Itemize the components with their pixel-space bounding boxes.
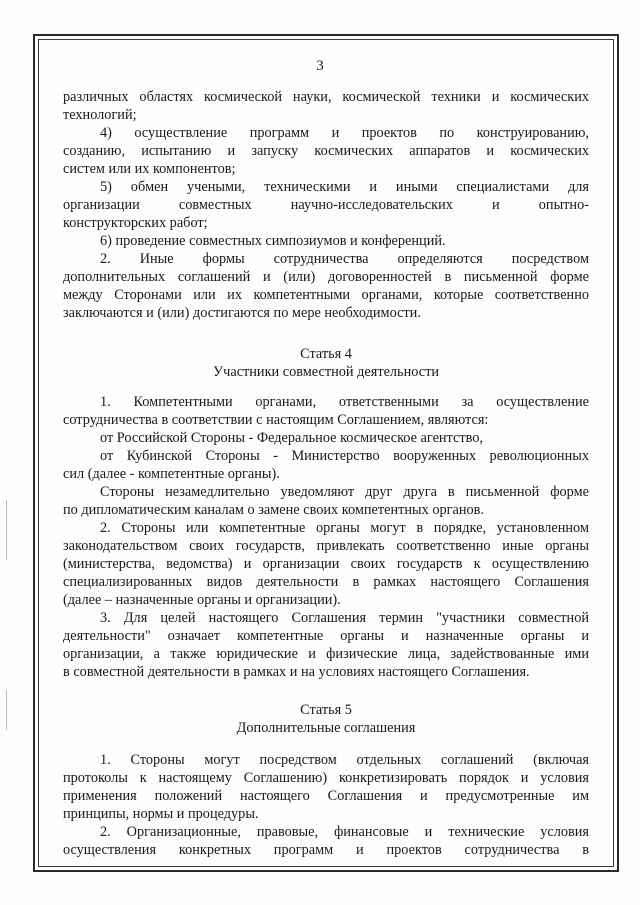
text-line: (далее – назначенные органы и организации). [63, 592, 341, 608]
paragraph-2: 2. Организационные, правовые, финансовые и технические условия [100, 824, 589, 840]
text-line: заключаются и (или) достигаются по мере необходимости. [63, 305, 421, 321]
text-line: принципы, нормы и процедуры. [63, 806, 259, 822]
text-line: организации совместных научно-исследовательских и опытно- [63, 197, 589, 213]
text-line: конструкторских работ; [63, 215, 208, 231]
text-line: протоколы к настоящему Соглашению) конкретизировать порядок и условия [63, 770, 589, 786]
scan-artifact [6, 690, 7, 730]
paragraph-1: 1. Компетентными органами, ответственными за осуществление [100, 394, 589, 410]
text-line: дополнительных соглашений и (или) договоренностей в письменной форме [63, 269, 589, 285]
scan-artifact [6, 500, 7, 560]
text-line: Стороны незамедлительно уведомляют друг друга в письменной форме [100, 484, 589, 500]
text-line: различных областях космической науки, космической техники и космических [63, 89, 589, 105]
list-item-4: 4) осуществление программ и проектов по конструированию, [100, 125, 589, 141]
text-line: специализированных видов деятельности в рамках настоящего Соглашения [63, 574, 589, 590]
paragraph-2: 2. Иные формы сотрудничества определяются посредством [100, 251, 589, 267]
text-line: (министерства, ведомства) и организации своих государств к осуществлению [63, 556, 589, 572]
text-line: организации, а также юридические и физические лица, задействованные ими [63, 646, 589, 662]
text-line: сил (далее - компетентные органы). [63, 466, 280, 482]
text-line: по дипломатическим каналам о замене своих компетентных органов. [63, 502, 484, 518]
text-line: от Кубинской Стороны - Министерство вооруженных революционных [100, 448, 589, 464]
text-line: между Сторонами или их компетентными органами, которые соответственно [63, 287, 589, 303]
article-4-title: Участники совместной деятельности [213, 364, 439, 380]
text-line: технологий; [63, 107, 137, 123]
paragraph-2: 2. Стороны или компетентные органы могут в порядке, установленном [100, 520, 589, 536]
text-line: осуществления конкретных программ и проектов сотрудничества в [63, 842, 589, 858]
article-4-number: Статья 4 [300, 346, 352, 362]
page-number: 3 [316, 58, 324, 74]
list-item-6: 6) проведение совместных симпозиумов и конференций. [100, 233, 446, 249]
paragraph-1: 1. Стороны могут посредством отдельных соглашений (включая [100, 752, 589, 768]
text-line: деятельности" означает компетентные органы и назначенные органы и [63, 628, 589, 644]
article-5-title: Дополнительные соглашения [236, 720, 416, 736]
text-line: законодательством своих государств, привлекать соответственно иные органы [63, 538, 589, 554]
paragraph-3: 3. Для целей настоящего Соглашения термин "участники совместной [100, 610, 589, 626]
article-5-number: Статья 5 [300, 702, 352, 718]
text-line: от Российской Стороны - Федеральное космическое агентство, [100, 430, 483, 446]
list-item-5: 5) обмен учеными, техническими и иными специалистами для [100, 179, 589, 195]
text-line: созданию, испытанию и запуску космических аппаратов и космических [63, 143, 589, 159]
text-line: систем или их компонентов; [63, 161, 236, 177]
text-line: сотрудничества в соответствии с настоящим Соглашением, являются: [63, 412, 489, 428]
text-line: в совместной деятельности в рамках и на условиях настоящего Соглашения. [63, 664, 530, 680]
text-line: применения положений настоящего Соглашения и предусмотренные им [63, 788, 589, 804]
